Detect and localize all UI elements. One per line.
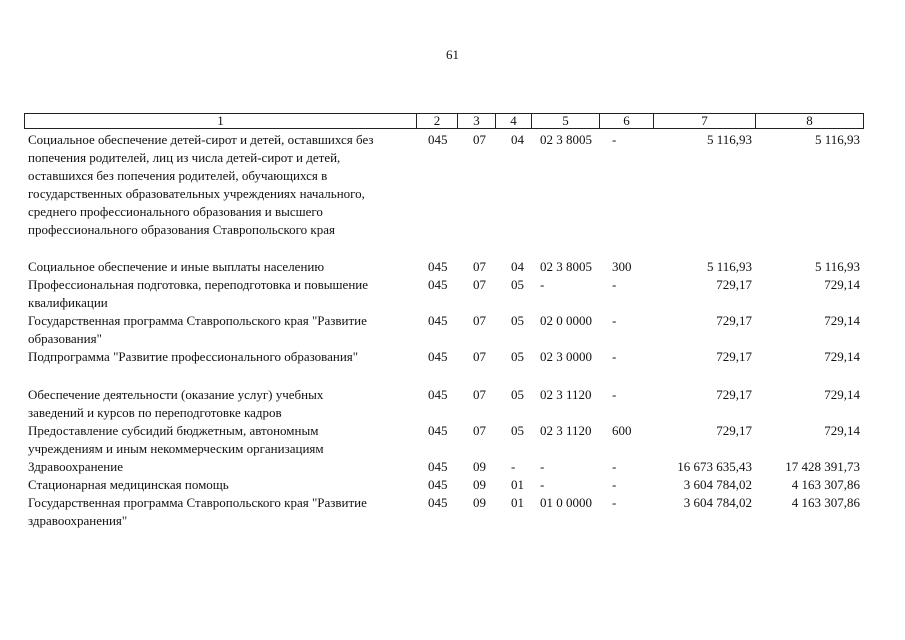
header-col-2: 2 bbox=[417, 114, 458, 128]
cell-col-2: 045 bbox=[428, 259, 448, 274]
cell-col-2: 045 bbox=[428, 313, 448, 328]
row-name-line: Профессиональная подготовка, переподготовка и повышение bbox=[28, 277, 369, 292]
cell-col-4: 01 bbox=[511, 477, 524, 492]
cell-col-4: 01 bbox=[511, 495, 524, 510]
row-name-line: оставшихся без попечения родителей, обучающихся в bbox=[28, 168, 328, 183]
row-name-line: среднего профессионального образования и высшего bbox=[28, 204, 323, 219]
cell-col-4: 04 bbox=[511, 132, 524, 147]
cell-col-4: 05 bbox=[511, 423, 524, 438]
cell-col-7: 3 604 784,02 bbox=[683, 477, 752, 492]
cell-col-8: 729,14 bbox=[824, 349, 860, 364]
cell-col-2: 045 bbox=[428, 477, 448, 492]
cell-col-7: 729,17 bbox=[716, 313, 752, 328]
row-name-line: Предоставление субсидий бюджетным, автономным bbox=[28, 423, 319, 438]
row-name bbox=[28, 386, 418, 422]
cell-col-7: 3 604 784,02 bbox=[683, 495, 752, 510]
cell-col-5: 02 3 8005 bbox=[540, 259, 592, 274]
cell-col-3: 07 bbox=[473, 387, 486, 402]
row-name bbox=[28, 312, 418, 348]
cell-col-6: - bbox=[612, 387, 617, 402]
header-col-7: 7 bbox=[654, 114, 756, 128]
cell-col-3: 07 bbox=[473, 423, 486, 438]
cell-col-2: 045 bbox=[428, 349, 448, 364]
cell-col-3: 07 bbox=[473, 277, 486, 292]
cell-col-7: 729,17 bbox=[716, 423, 752, 438]
row-name bbox=[28, 348, 418, 366]
cell-col-8: 729,14 bbox=[824, 387, 860, 402]
row-name bbox=[28, 494, 418, 530]
cell-col-6: - bbox=[612, 132, 617, 147]
cell-col-6: 300 bbox=[612, 259, 632, 274]
cell-col-6: - bbox=[612, 349, 617, 364]
row-name-line: Государственная программа Ставропольского края "Развитие bbox=[28, 495, 367, 510]
cell-col-6: - bbox=[612, 313, 617, 328]
cell-col-7: 5 116,93 bbox=[706, 259, 752, 274]
cell-col-5: 02 3 1120 bbox=[540, 423, 592, 438]
cell-col-2: 045 bbox=[428, 423, 448, 438]
cell-col-8: 5 116,93 bbox=[814, 132, 860, 147]
cell-col-7: 5 116,93 bbox=[706, 132, 752, 147]
cell-col-3: 07 bbox=[473, 132, 486, 147]
cell-col-8: 4 163 307,86 bbox=[791, 495, 860, 510]
cell-col-8: 17 428 391,73 bbox=[785, 459, 860, 474]
page-number: 61 bbox=[446, 47, 459, 62]
row-name bbox=[28, 258, 418, 276]
cell-col-6: - bbox=[612, 459, 617, 474]
cell-col-7: 729,17 bbox=[716, 387, 752, 402]
row-name bbox=[28, 276, 418, 312]
cell-col-8: 729,14 bbox=[824, 423, 860, 438]
cell-col-5: 02 3 0000 bbox=[540, 349, 592, 364]
cell-col-8: 5 116,93 bbox=[814, 259, 860, 274]
cell-col-3: 07 bbox=[473, 259, 486, 274]
cell-col-8: 4 163 307,86 bbox=[791, 477, 860, 492]
cell-col-2: 045 bbox=[428, 495, 448, 510]
row-name bbox=[28, 131, 418, 239]
cell-col-5: 02 3 1120 bbox=[540, 387, 592, 402]
row-name-line: Государственная программа Ставропольского края "Развитие bbox=[28, 313, 367, 328]
cell-col-7: 729,17 bbox=[716, 277, 752, 292]
cell-col-6: 600 bbox=[612, 423, 632, 438]
table-header bbox=[24, 113, 864, 129]
cell-col-2: 045 bbox=[428, 387, 448, 402]
row-name-line: образования" bbox=[28, 331, 102, 346]
cell-col-7: 729,17 bbox=[716, 349, 752, 364]
cell-col-5: - bbox=[540, 477, 545, 492]
cell-col-6: - bbox=[612, 495, 617, 510]
cell-col-2: 045 bbox=[428, 277, 448, 292]
row-name-line: квалификации bbox=[28, 295, 108, 310]
cell-col-4: 04 bbox=[511, 259, 524, 274]
cell-col-5: - bbox=[540, 277, 545, 292]
cell-col-4: 05 bbox=[511, 387, 524, 402]
header-col-3: 3 bbox=[458, 114, 496, 128]
row-name-line: учреждениям и иным некоммерческим организациям bbox=[28, 441, 324, 456]
cell-col-7: 16 673 635,43 bbox=[677, 459, 752, 474]
header-col-5: 5 bbox=[532, 114, 600, 128]
header-col-1: 1 bbox=[25, 114, 417, 128]
row-name-line: Стационарная медицинская помощь bbox=[28, 477, 229, 492]
cell-col-3: 09 bbox=[473, 477, 486, 492]
cell-col-3: 07 bbox=[473, 349, 486, 364]
header-col-6: 6 bbox=[600, 114, 654, 128]
cell-col-5: - bbox=[540, 459, 545, 474]
row-name-line: профессионального образования Ставропольского края bbox=[28, 222, 335, 237]
cell-col-8: 729,14 bbox=[824, 313, 860, 328]
row-name-line: попечения родителей, лиц из числа детей-сирот и детей, bbox=[28, 150, 341, 165]
cell-col-3: 09 bbox=[473, 495, 486, 510]
row-name-line: государственных образовательных учреждениях начального, bbox=[28, 186, 365, 201]
cell-col-3: 07 bbox=[473, 313, 486, 328]
cell-col-6: - bbox=[612, 477, 617, 492]
row-name bbox=[28, 422, 418, 458]
cell-col-4: - bbox=[511, 459, 516, 474]
row-name-line: Подпрограмма "Развитие профессионального образования" bbox=[28, 349, 359, 364]
cell-col-2: 045 bbox=[428, 132, 448, 147]
row-name bbox=[28, 458, 418, 476]
row-name-line: заведений и курсов по переподготовке кадров bbox=[28, 405, 282, 420]
cell-col-8: 729,14 bbox=[824, 277, 860, 292]
row-name-line: Социальное обеспечение и иные выплаты населению bbox=[28, 259, 325, 274]
cell-col-5: 01 0 0000 bbox=[540, 495, 592, 510]
cell-col-4: 05 bbox=[511, 277, 524, 292]
cell-col-5: 02 0 0000 bbox=[540, 313, 592, 328]
row-name-line: Социальное обеспечение детей-сирот и детей, оставшихся без bbox=[28, 132, 374, 147]
cell-col-6: - bbox=[612, 277, 617, 292]
cell-col-5: 02 3 8005 bbox=[540, 132, 592, 147]
row-name-line: Обеспечение деятельности (оказание услуг) учебных bbox=[28, 387, 324, 402]
row-name-line: здравоохранения" bbox=[28, 513, 128, 528]
row-name bbox=[28, 476, 418, 494]
header-col-8: 8 bbox=[806, 113, 813, 128]
row-name-line: Здравоохранение bbox=[28, 459, 123, 474]
header-col-4: 4 bbox=[496, 114, 532, 128]
cell-col-4: 05 bbox=[511, 313, 524, 328]
cell-col-3: 09 bbox=[473, 459, 486, 474]
cell-col-2: 045 bbox=[428, 459, 448, 474]
cell-col-4: 05 bbox=[511, 349, 524, 364]
